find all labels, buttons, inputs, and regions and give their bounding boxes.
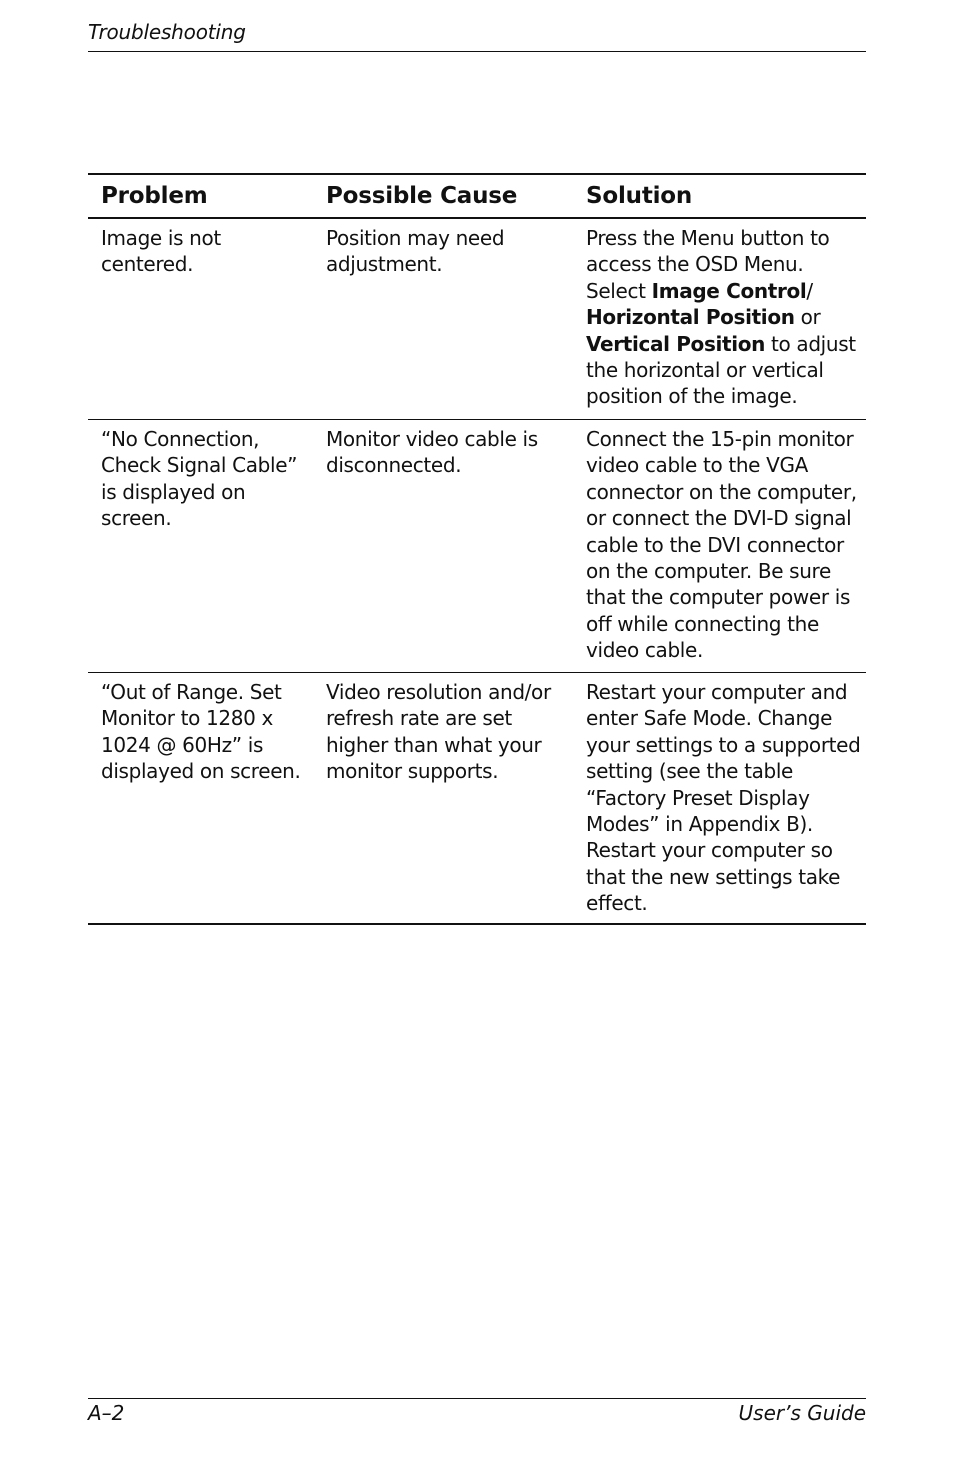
cause-cell	[326, 673, 586, 923]
text-line: Monitor video cable is	[326, 427, 538, 451]
text-line: effect.	[586, 891, 648, 916]
text-line: Video resolution and/or	[326, 680, 551, 704]
text-line: Image is not	[101, 226, 221, 250]
text-line: Monitor to 1280 x	[101, 706, 273, 731]
text-line: centered.	[101, 252, 194, 277]
text-line: enter Safe Mode. Change	[586, 706, 833, 731]
solution-cell	[586, 673, 866, 923]
text-line: connector on the computer,	[586, 479, 857, 504]
text-line: cable to the DVI connector	[586, 532, 844, 557]
text-line: Check Signal Cable”	[101, 453, 298, 478]
text-line: Press the Menu button to	[586, 226, 830, 250]
text-line: video cable to the VGA	[586, 453, 808, 478]
solution-cell	[586, 219, 866, 419]
text-line: Restart your computer and	[586, 680, 848, 704]
cause-cell	[326, 420, 586, 672]
footer-rule	[88, 1398, 866, 1399]
text-line: “No Connection,	[101, 427, 260, 451]
text-line: setting (see the table	[586, 759, 794, 784]
text-line: off while connecting the	[586, 611, 819, 636]
problem-cell	[88, 673, 326, 923]
page-number: A–2	[88, 1401, 125, 1425]
table-row	[88, 420, 866, 673]
text-line: position of the image.	[586, 384, 798, 409]
running-head: Troubleshooting	[88, 20, 246, 44]
text-line: 1024 @ 60Hz” is	[101, 732, 264, 757]
column-header-possible-cause: Possible Cause	[326, 183, 518, 209]
text-line	[586, 331, 866, 357]
text-line: Connect the 15-pin monitor	[586, 427, 854, 451]
problem-cell	[88, 420, 326, 672]
document-title: User’s Guide	[738, 1401, 866, 1425]
menu-term-image-control: Image Control	[651, 278, 807, 303]
menu-term-vertical-position: Vertical Position	[586, 331, 766, 356]
text-line: or connect the DVI-D signal	[586, 506, 852, 531]
table-header-row	[88, 175, 866, 219]
text-line: disconnected.	[326, 453, 462, 478]
header-rule	[88, 51, 866, 52]
text-line: “Out of Range. Set	[101, 680, 282, 704]
problem-cell	[88, 219, 326, 419]
troubleshooting-table	[88, 173, 866, 925]
text-run: /	[806, 278, 813, 303]
text-line: your settings to a supported	[586, 732, 861, 757]
text-line: is displayed on	[101, 479, 246, 504]
text-line: refresh rate are set	[326, 706, 512, 731]
text-run: or	[794, 305, 821, 330]
text-line: monitor supports.	[326, 759, 499, 784]
cause-cell	[326, 219, 586, 419]
menu-term-horizontal-position: Horizontal Position	[586, 305, 795, 330]
text-run: Select	[586, 278, 652, 303]
text-line: on the computer. Be sure	[586, 559, 831, 584]
column-header-solution: Solution	[586, 183, 693, 209]
text-line: displayed on screen.	[101, 759, 301, 784]
text-line: access the OSD Menu.	[586, 252, 804, 277]
text-line: screen.	[101, 506, 172, 531]
text-line: “Factory Preset Display	[586, 785, 810, 810]
text-line: higher than what your	[326, 732, 542, 757]
text-line: video cable.	[586, 638, 703, 663]
text-line: Modes” in Appendix B).	[586, 812, 813, 837]
text-line: adjustment.	[326, 252, 443, 277]
table-row	[88, 219, 866, 420]
table-row	[88, 673, 866, 923]
text-line	[586, 304, 866, 330]
column-header-problem: Problem	[101, 183, 208, 209]
text-line	[586, 278, 866, 304]
text-line: the horizontal or vertical	[586, 358, 824, 383]
text-line: that the new settings take	[586, 864, 841, 889]
text-line: Position may need	[326, 226, 505, 250]
solution-cell	[586, 420, 866, 672]
text-run: to adjust	[765, 331, 856, 356]
text-line: Restart your computer so	[586, 838, 833, 863]
text-line: that the computer power is	[586, 585, 851, 610]
